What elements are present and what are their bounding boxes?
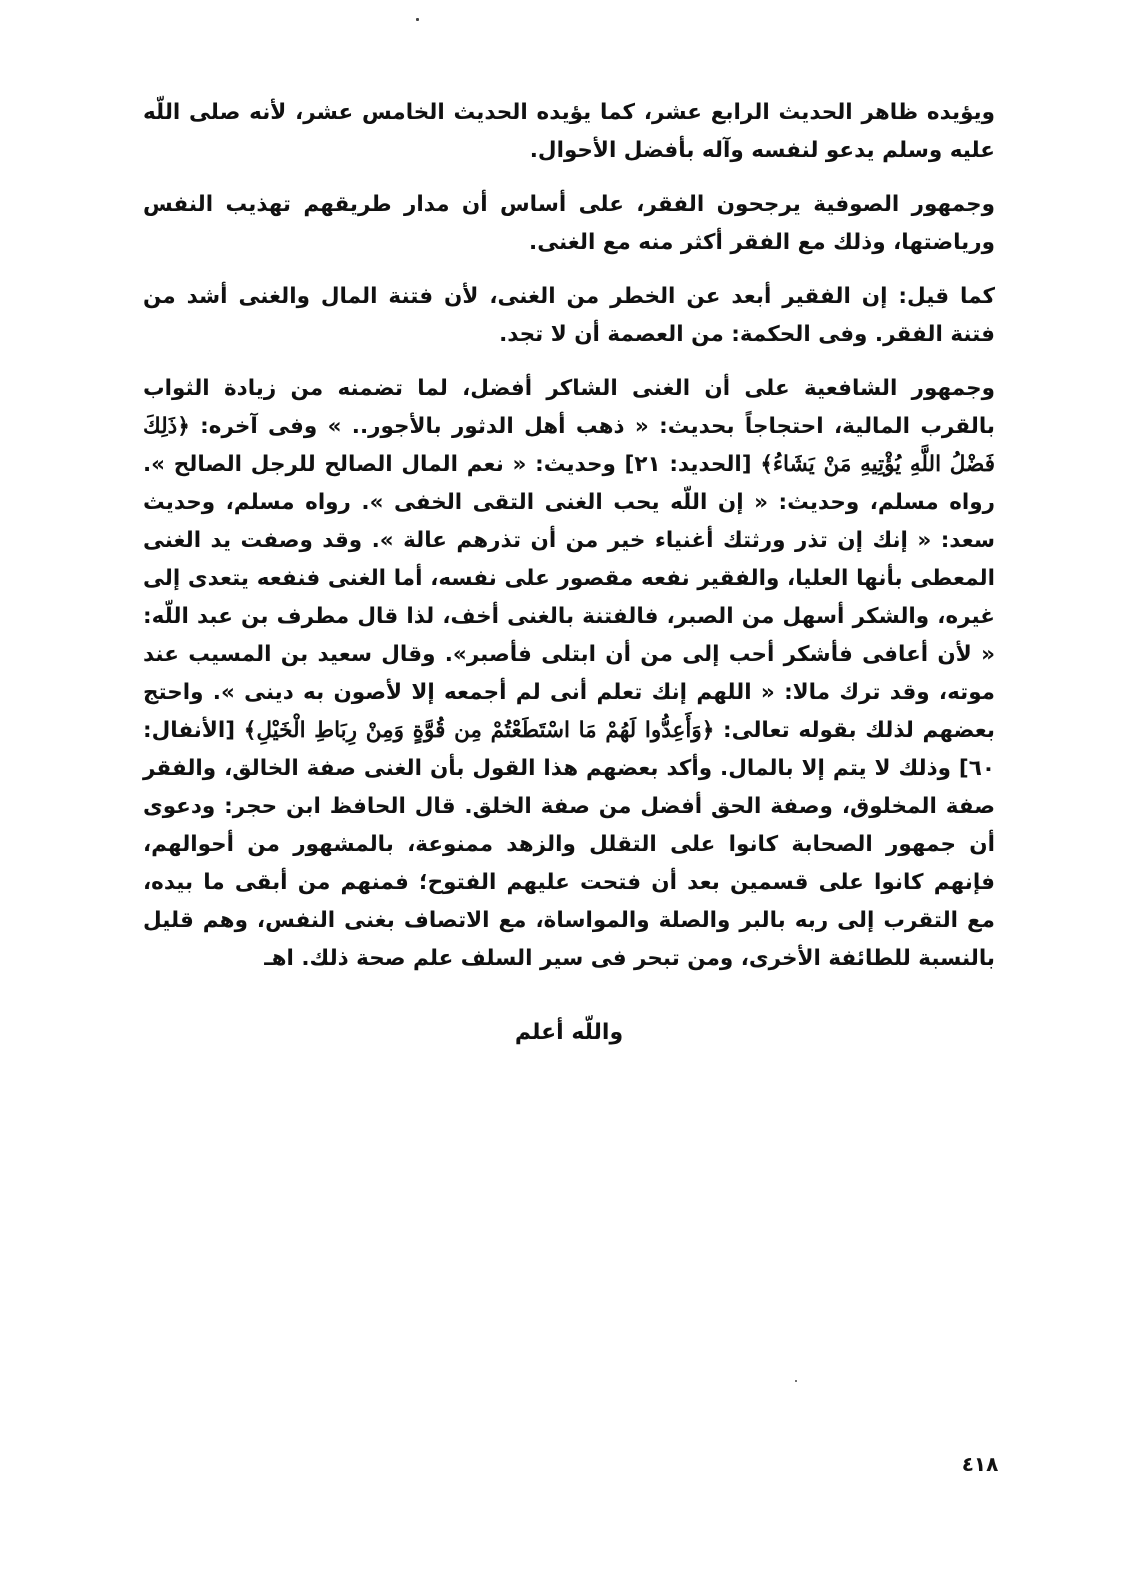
paragraph-4-text-a: وجمهور الشافعية على أن الغنى الشاكر أفضل، لما تضمنه من زيادة الثواب بالقرب المالية، احتجاجاً بحديث: « ذهب أهل الدثور بالأجور.. » وفى آخره: bbox=[143, 376, 995, 439]
paragraph-2: وجمهور الصوفية يرجحون الفقر، على أساس أن مدار طريقهم تهذيب النفس ورياضتها، وذلك مع الفقر أكثر منه مع الغنى. bbox=[143, 192, 995, 255]
paragraph-4-text-b: [الحديد: ٢١] وحديث: « نعم المال الصالح للرجل الصالح ». رواه مسلم، وحديث: « إن اللّه يحب الغنى التقى الخفى ». رواه مسلم، وحديث سعد: « إنك إن تذر ورثتك أغنياء خير من أن تذرهم عالة ». وقد وصفت يد الغنى المعطى بأنها العليا، والفقير نفعه مقصور على نفسه، أما الغنى فنفعه يتعدى إلى غيره، والشكر أسهل من الصبر، فالفتنة بالغنى أخف، لذا قال مطرف بن عبد اللّه: « لأن أعافى فأشكر أحب إلى من أن ابتلى فأصبر». وقال سعيد بن المسيب عند موته، وقد ترك مالا: « اللهم إنك تعلم أنى لم أجمعه إلا لأصون به دينى ». واحتج بعضهم لذلك بقوله تعالى: bbox=[143, 452, 995, 743]
paragraph-3: كما قيل: إن الفقير أبعد عن الخطر من الغنى، لأن فتنة المال والغنى أشد من فتنة الفقر. وفى الحكمة: من العصمة أن لا تجد. bbox=[143, 284, 995, 347]
paragraph-4-text-c: [الأنفال: ٦٠] وذلك لا يتم إلا بالمال. وأكد بعضهم هذا القول بأن الغنى صفة الخالق، والفقر صفة المخلوق، وصفة الحق أفضل من صفة الخلق. قال الحافظ ابن حجر: ودعوى أن جمهور الصحابة كانوا على التقلل والزهد ممنوعة، بالمشهور من أحوالهم، فإنهم كانوا على قسمين بعد أن فتحت عليهم الفتوح؛ فمنهم من أبقى ما بيده، مع التقرب إلى ربه بالبر والصلة والمواساة، مع الاتصاف بغنى النفس، وهم قليل بالنسبة للطائفة الأخرى، ومن تبحر فى سير السلف علم صحة ذلك. اهـ bbox=[143, 718, 995, 971]
page-body bbox=[143, 94, 995, 994]
scan-speck bbox=[795, 1380, 797, 1382]
closing-phrase: واللّه أعلم bbox=[514, 1020, 624, 1045]
scan-speck bbox=[416, 18, 419, 21]
paragraph-4 bbox=[143, 370, 995, 978]
quran-verse-al-anfal: ﴿وَأَعِدُّوا لَهُمْ مَا اسْتَطَعْتُمْ مِن قُوَّةٍ وَمِنْ رِبَاطِ الْخَيْلِ﴾ bbox=[243, 718, 715, 743]
page-number: ٤١٨ bbox=[961, 1452, 999, 1476]
paragraph-1: ويؤيده ظاهر الحديث الرابع عشر، كما يؤيده الحديث الخامس عشر، لأنه صلى اللّه عليه وسلم يدعو لنفسه وآله بأفضل الأحوال. bbox=[143, 100, 995, 163]
quran-verse-al-hadid: ﴿ذَلِكَ فَضْلُ اللَّهِ يُؤْتِيهِ مَنْ يَشَاءُ﴾ bbox=[143, 414, 995, 477]
